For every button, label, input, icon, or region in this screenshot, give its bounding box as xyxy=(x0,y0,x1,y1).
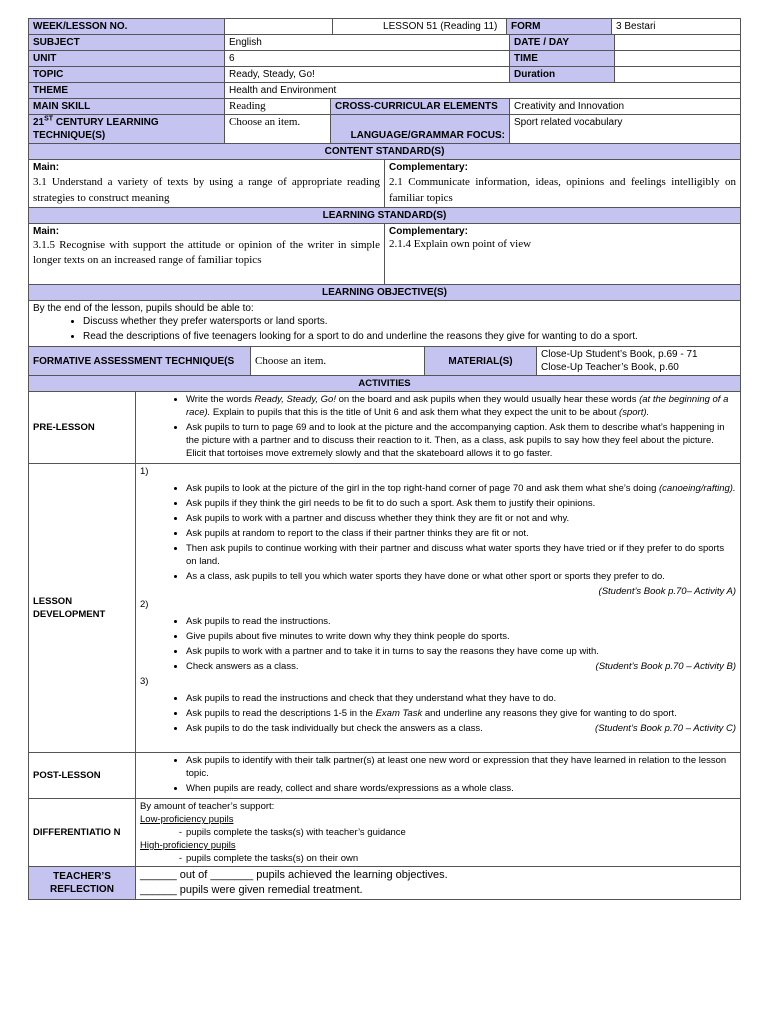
objectives-list xyxy=(33,315,736,343)
post-lesson-item: • Ask pupils to identify with their talk partner(s) at least one new word or expression that they have learned in relation to the lesson topic. xyxy=(186,754,736,780)
development-body xyxy=(136,464,741,753)
diff-intro: By amount of teacher’s support: xyxy=(140,801,275,812)
content-comp xyxy=(385,160,741,208)
content-standard-row xyxy=(29,160,741,208)
differentiation-label: DIFFERENTIATIO N xyxy=(29,799,136,867)
objective-item: • Discuss whether they prefer watersports or land sports. xyxy=(83,315,736,328)
objective-item: • Read the descriptions of five teenagers looking for a sport to do and underline the reasons they give for wanting to do a sport. xyxy=(83,330,736,343)
diff-low-heading: Low-proficiency pupils xyxy=(140,814,234,825)
step-1-reference: (Student’s Book p.70– Activity A) xyxy=(598,586,737,597)
step-2-list xyxy=(140,615,736,673)
lesson-plan-table xyxy=(28,18,741,35)
development-label: LESSON DEVELOPMENT xyxy=(29,464,136,753)
lesson-value[interactable]: LESSON 51 (Reading 11) xyxy=(333,19,507,35)
week-label: WEEK/LESSON NO. xyxy=(29,19,225,35)
activities-table xyxy=(28,375,741,900)
learning-main-text: 3.1.5 Recognise with support the attitude or opinion of the writer in simple longer texts on an increased range of familiar topics xyxy=(33,239,380,266)
skill-value[interactable]: Reading xyxy=(225,99,331,115)
century-label: 21ST CENTURY LEARNING TECHNIQUE(S) xyxy=(29,115,225,144)
post-lesson-row xyxy=(29,753,741,799)
form-label: FORM xyxy=(507,19,612,35)
step-2-item: • Ask pupils to work with a partner and to take it in turns to say the reasons they have come up with. xyxy=(186,645,736,658)
pre-lesson-label: PRE-LESSON xyxy=(29,392,136,464)
development-row xyxy=(29,464,741,753)
step-1-item: • As a class, ask pupils to tell you which water sports they have done or what other sport or sports they prefer to do. xyxy=(186,570,736,583)
reflection-line-2[interactable]: ______ pupils were given remedial treatment. xyxy=(140,884,363,896)
differentiation-row xyxy=(29,799,741,867)
reflection-body xyxy=(136,867,741,900)
subject-value[interactable]: English xyxy=(225,35,510,51)
grammar-label: LANGUAGE/GRAMMAR FOCUS: xyxy=(331,115,510,144)
step-2-reference: (Student’s Book p.70 – Activity B) xyxy=(595,661,737,672)
step-3-item: • Ask pupils to read the descriptions 1-5 in the Exam Task and underline any reasons they give for wanting to do sport. xyxy=(186,707,736,720)
step-2-item: • Ask pupils to read the instructions. xyxy=(186,615,736,628)
pre-lesson-item: • Ask pupils to turn to page 69 and to look at the picture and the accompanying caption. Ask them to describe what’s happening in the picture with a partner and to discuss their reaction to it. Then, as a class, ask pupils to say how they feel about the picture. Elicit that tortoises move extremely slowly and that the skateboard allows it to go faster. xyxy=(186,421,736,460)
topic-value[interactable]: Ready, Steady, Go! xyxy=(225,67,510,83)
row-skill xyxy=(29,99,741,115)
duration-value[interactable] xyxy=(615,67,741,83)
material-line-1: Close-Up Student’s Book, p.69 - 71 xyxy=(541,349,698,360)
objectives-title: LEARNING OBJECTIVE(S) xyxy=(29,285,741,301)
time-label: TIME xyxy=(510,51,615,67)
step-3-number: 3) xyxy=(140,676,149,687)
row-theme xyxy=(29,83,741,99)
date-label: DATE / DAY xyxy=(510,35,615,51)
content-standard-title: CONTENT STANDARD(S) xyxy=(29,144,741,160)
row-week xyxy=(29,19,741,35)
step-3-list xyxy=(140,692,736,735)
form-value[interactable]: 3 Bestari xyxy=(612,19,741,35)
learning-standard-row xyxy=(29,224,741,285)
reflection-label: TEACHER’S REFLECTION xyxy=(29,867,136,900)
step-1-item: • Ask pupils at random to report to the class if their partner thinks they are fit or not. xyxy=(186,527,736,540)
assessment-value[interactable]: Choose an item. xyxy=(251,347,425,376)
row-century xyxy=(29,115,741,144)
row-unit xyxy=(29,51,741,67)
lesson-plan xyxy=(28,18,740,900)
step-1-item: • Then ask pupils to continue working with their partner and discuss what water sports they have tried or if they prefer to do sports on land. xyxy=(186,542,736,568)
week-value[interactable] xyxy=(225,19,333,35)
post-lesson-list xyxy=(140,754,736,795)
step-3-item: • Ask pupils to do the task individually but check the answers as a class. (Student’s Book p.70 – Activity C) xyxy=(186,722,736,735)
assessment-label: FORMATIVE ASSESSMENT TECHNIQUE(S xyxy=(29,347,251,376)
content-standard-table xyxy=(28,143,741,347)
pre-lesson-body xyxy=(136,392,741,464)
objectives-body xyxy=(29,301,741,347)
post-lesson-label: POST-LESSON xyxy=(29,753,136,799)
content-main xyxy=(29,160,385,208)
row-subject xyxy=(29,35,741,51)
assessment-row xyxy=(29,347,741,376)
diff-high-heading: High-proficiency pupils xyxy=(140,840,236,851)
reflection-row xyxy=(29,867,741,900)
row-topic xyxy=(29,67,741,83)
step-2-item: • Give pupils about five minutes to write down why they think people do sports. xyxy=(186,630,736,643)
pre-lesson-item: • Write the words Ready, Steady, Go! on the board and ask pupils when they would usually hear these words (at the beginning of a race). Explain to pupils that this is the title of Unit 6 and ask them what they expect the unit to be about (sport). xyxy=(186,393,736,419)
content-main-label: Main: xyxy=(33,162,60,173)
cross-label: CROSS-CURRICULAR ELEMENTS xyxy=(331,99,510,115)
learning-main xyxy=(29,224,385,285)
assessment-table xyxy=(28,346,741,376)
content-main-text: 3.1 Understand a variety of texts by using a range of appropriate reading strategies to construct meaning xyxy=(33,176,380,204)
learning-comp-text: 2.1.4 Explain own point of view xyxy=(389,238,532,250)
header-table xyxy=(28,34,741,144)
unit-value[interactable]: 6 xyxy=(225,51,510,67)
step-2-number: 2) xyxy=(140,599,149,610)
step-3-reference: (Student’s Book p.70 – Activity C) xyxy=(595,723,737,734)
skill-label: MAIN SKILL xyxy=(29,99,225,115)
content-comp-label: Complementary: xyxy=(389,162,468,173)
differentiation-body xyxy=(136,799,741,867)
unit-label: UNIT xyxy=(29,51,225,67)
pre-lesson-row xyxy=(29,392,741,464)
step-1-number: 1) xyxy=(140,466,149,477)
learning-comp-label: Complementary: xyxy=(389,226,468,237)
post-lesson-body xyxy=(136,753,741,799)
step-1-item: • Ask pupils to work with a partner and discuss whether they think they are fit or not and why. xyxy=(186,512,736,525)
date-value[interactable] xyxy=(615,35,741,51)
theme-value[interactable]: Health and Environment xyxy=(225,83,741,99)
learning-main-label: Main: xyxy=(33,226,60,237)
activities-title: ACTIVITIES xyxy=(29,376,741,392)
objectives-row xyxy=(29,301,741,347)
century-value[interactable]: Choose an item. xyxy=(225,115,331,144)
theme-label: THEME xyxy=(29,83,225,99)
step-3-item: • Ask pupils to read the instructions and check that they understand what they have to do. xyxy=(186,692,736,705)
learning-comp xyxy=(385,224,741,285)
material-value xyxy=(537,347,741,376)
objectives-intro: By the end of the lesson, pupils should be able to: xyxy=(33,303,254,314)
step-1-item: • Ask pupils to look at the picture of the girl in the top right-hand corner of page 70 and ask them what she’s doing (canoeing/rafting). xyxy=(186,482,736,495)
post-lesson-item: • When pupils are ready, collect and share words/expressions as a whole class. xyxy=(186,782,736,795)
material-label: MATERIAL(S) xyxy=(425,347,537,376)
diff-low-item: - pupils complete the tasks(s) with teacher’s guidance xyxy=(178,827,406,838)
step-2-item: • Check answers as a class. (Student’s Book p.70 – Activity B) xyxy=(186,660,736,673)
time-value[interactable] xyxy=(615,51,741,67)
learning-standard-title: LEARNING STANDARD(S) xyxy=(29,208,741,224)
pre-lesson-list xyxy=(140,393,736,460)
material-line-2: Close-Up Teacher’s Book, p.60 xyxy=(541,362,679,373)
diff-high-item: - pupils complete the tasks(s) on their own xyxy=(178,853,359,864)
subject-label: SUBJECT xyxy=(29,35,225,51)
reflection-line-1[interactable]: ______ out of _______ pupils achieved the learning objectives. xyxy=(140,869,448,881)
content-comp-text: 2.1 Communicate information, ideas, opinions and feelings intelligibly on familiar topics xyxy=(389,176,736,204)
grammar-value[interactable]: Sport related vocabulary xyxy=(510,115,741,144)
step-1-item: • Ask pupils if they think the girl needs to be fit to do such a sport. Ask them to justify their opinions. xyxy=(186,497,736,510)
duration-label: Duration xyxy=(510,67,615,83)
step-1-list xyxy=(140,482,736,583)
topic-label: TOPIC xyxy=(29,67,225,83)
cross-value[interactable]: Creativity and Innovation xyxy=(510,99,741,115)
